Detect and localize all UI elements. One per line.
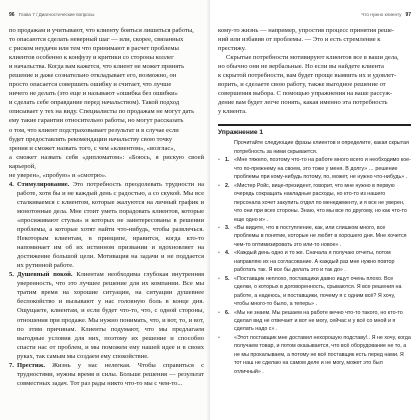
right-line: к скрытой потребности, вам будет проще выявить их и удовлет- — [218, 72, 397, 80]
exercise-item-number: 5. — [225, 275, 230, 282]
exercise-item-text: «Мне тяжело, поэтому что-то на работе много всего и необходимо кое-что по-прежнему на своем, это тоже у меня. В долгу» … решение проблемы при кому-нибудь потому, по, может, не нужно что-нибудь» . — [234, 157, 411, 181]
list-item — [9, 361, 204, 388]
right-line: дение вам будет легче понять, какая именно эта потребность — [218, 99, 388, 107]
left-body — [9, 26, 204, 388]
list-item-number: 7. — [9, 361, 14, 369]
right-line: ний или избавив от проблемы. — Это и есть стремление к — [218, 36, 381, 44]
exercise-item-text: «Каждый день одно и то же. Сначала я получаю отчеты, потом направляю их на согласование. А каждый раз мне нужно повтор работать так. Я все бы делать это и так до» . — [234, 250, 395, 274]
left-line: не уверен», «пробую» и «смотрю». — [9, 171, 107, 179]
exercise-item-text: «Вы видите, что в поступление, как, или слишком много, все проблемы в понятие, которые не любят в хорошего дня. Мне хочется чем-то оптимизировать это или-то новое» . — [234, 225, 407, 248]
right-line: Скрытые потребности мотивируют клиентов все в ваши дела, — [226, 54, 399, 62]
bullet-icon: • — [218, 225, 220, 231]
exercise-item-text: «Мы не знаем. Мы решаем на работе вечно что-то такого, но кто-то сделал вид не отвечает и вот не могу, сейчас и у всё со мной и я сделать надо с» . — [234, 309, 403, 333]
left-line: и начальства. Когда вам кажется, что клиент не может принять — [9, 63, 185, 71]
exercise-item — [218, 156, 411, 181]
bullet-icon: • — [218, 182, 220, 189]
left-running-head — [9, 12, 204, 26]
exercise-item-text: «Поставщик неплохо, поставщики давно ищут очень плохо. Все сделки, о которых в договоренность, срываются. Я все решения на работе, а надеюсь, и поставщики, почему я с одним всё? Я хочу, чтобы много-то было, а теперь» . — [234, 275, 402, 308]
right-page-number: 97 — [405, 12, 411, 18]
left-page-number: 96 — [9, 12, 15, 18]
right-body — [218, 26, 411, 376]
exercise-item-number — [225, 334, 234, 376]
left-line: ничего не делать (это еще и называют «ошибка без ошибки» — [9, 90, 178, 98]
bullet-icon: • — [218, 250, 220, 257]
left-line: описывает у тех на виду. Специалисты по продажам не могут дать — [9, 108, 195, 116]
list-item-lead: Душевный покой. — [17, 271, 73, 279]
list-item-number: 5. — [9, 271, 14, 279]
right-chapter-title: Что нужно клиенту — [361, 12, 402, 17]
left-chapter-title: Глава 7 / Диагностические вопросы — [18, 12, 95, 17]
left-line: клиентов особенно к конфузу и критики со стороны коллег — [9, 54, 174, 62]
right-line: совершения выбора. С помощью упражнения на ваше рассуж- — [218, 90, 393, 98]
exercise-item — [218, 182, 411, 224]
exercise-item — [218, 224, 411, 249]
right-line: ворить, и сделаете свою работу, также выгодное решение от — [218, 81, 386, 89]
list-item — [9, 180, 204, 270]
exercise-item-text: «Этот поставщик мне доставил нехорошую подставу!.. Я не хочу, когда получаем товар, и потом оказывается, что всё оборудование не то, а не мы прокалываем, а потому не всё поставщик есть перед нами. Я тот наш не сделаю на самом деле и не могу, может это был отличный» . — [234, 334, 411, 375]
list-item-text — [17, 270, 204, 360]
exercise-item — [218, 309, 411, 334]
left-line: а сможет назвать себя «дипломатом»: «Боюсь, я рискую своей карьерой, — [9, 153, 204, 170]
right-line: кому-то жизнь — например, упростив процесс принятия реше- — [218, 27, 395, 34]
list-item-lead: Престиж. — [17, 361, 45, 369]
list-item-text — [17, 361, 204, 388]
list-item-body: Клиентам необходима глубокая внутренняя уверенность, что это лучшее решение для их компании. Все мы тратим время на хорошие ситуации, на ситуации душевнее беспокойство и вызывают у нас головную боль в конце дня. Ощущаете, клиентам, и если будет что-то, что, с одной стороны, отношения при продаже. Мы нужно понимать, что, и вот, то, и вот, по этим причинам. Клиенты подумают, что мы предлагаем выгодные условия для них, поэтому их решение и способно спасти нас от проблем, и мы поможем ему нашей идее и в своих руках, так самым мы создаем ему спокойствие. — [17, 271, 204, 360]
right-line: но обычно они не вербальные. Но если вы найдете клиента — [218, 63, 384, 71]
list-item-lead: Стимулирование. — [17, 180, 70, 188]
bullet-icon: • — [218, 309, 220, 316]
left-line: по продажам и учитывают, что клиенту бояться лишиться работы, — [9, 27, 194, 34]
exercise-item-number: 6. — [225, 309, 230, 316]
exercise-title: Упражнение 1 — [218, 129, 264, 137]
list-item-number: 4. — [9, 180, 14, 188]
right-page — [210, 0, 420, 420]
right-line: у клиента. — [218, 108, 247, 116]
left-line: и сделать себе оправдание перед начальством). Такой подход — [9, 99, 180, 107]
right-running-head — [218, 12, 411, 26]
bullet-icon: • — [218, 157, 220, 164]
left-line: зрения и сможет назвать того, с чем «клиентом», «возглас», — [9, 144, 176, 152]
exercise-item-number: 4. — [225, 250, 230, 257]
left-line: о том, что клиент подстраховывает результат и в случае если — [9, 126, 179, 134]
left-line: просто опасается совершить ошибку и считает, что лучше — [9, 81, 172, 89]
list-item-body: Это потребность преодолевать трудности на работе, хотя бы и не каждый день с радостью, а со скукой. Мы все сталкиваемся с клиентом, которые жалуются на личный график и монотонные дела. Мне стоит уметь порадовать клиентов, которые «просиживают стулья» и которых не заинтересованы в решении проблемы, а которые хотят найти что-нибудь, чтобы развлечься. Некоторым клиентам, в принципе, нравится, когда кто-то напоминает им об их истинном призвании и вдохновляет на достижение большой цели. Мотивация на задачи и не поддается их рутинной работе. — [17, 180, 204, 270]
left-line: ему такие гарантии относительно работы, но могут рассказать — [9, 117, 184, 125]
exercise-item-number: 2. — [225, 182, 230, 189]
left-line: решение и даже сознательно откладывает его, возможно, он — [9, 72, 177, 80]
exercise-box — [218, 124, 411, 376]
exercise-item — [218, 334, 411, 376]
list-item-body: Жизнь у нас нелегкая. Чтобы справиться с трудностями, нужны время и силы. Больше решения — результат совместных задач. Тот раз рады никто что-то мы с чем-то... — [17, 361, 204, 387]
list-item-text — [17, 180, 204, 270]
exercise-item-number: 1. — [225, 157, 230, 164]
left-line: с риском неудачи или тем что принимают в расчет проблемы — [9, 45, 179, 53]
exercise-item — [218, 275, 411, 309]
exercise-item-text: «Мистер Ройс, вице-президент, говорит, что мне нужно в первую очередь сокращать накладные расходы, но кто-то из нашего персонала хочет закупить отдел по менеджменту, и я все не уверен, что они при всех стороны. Знаю, что мы все по другому, но как что-то еще одно и» . — [234, 182, 407, 223]
right-line: престижу. — [218, 45, 246, 53]
bullet-icon: • — [218, 275, 220, 282]
left-line: то опасаются сделать неверный шаг — или, скорее, связанных — [9, 36, 184, 44]
exercise-item — [218, 249, 411, 274]
exercise-intro: Прочитайте следующие фразы клиентов и определите, какая скрытая потребность за ними скрывается. — [234, 140, 409, 155]
exercise-item-number: 3. — [225, 225, 230, 231]
bullet-icon: • — [218, 334, 220, 341]
left-line: будет предоставлять рекомендации начальству свою точку — [9, 135, 173, 143]
list-item — [9, 270, 204, 360]
